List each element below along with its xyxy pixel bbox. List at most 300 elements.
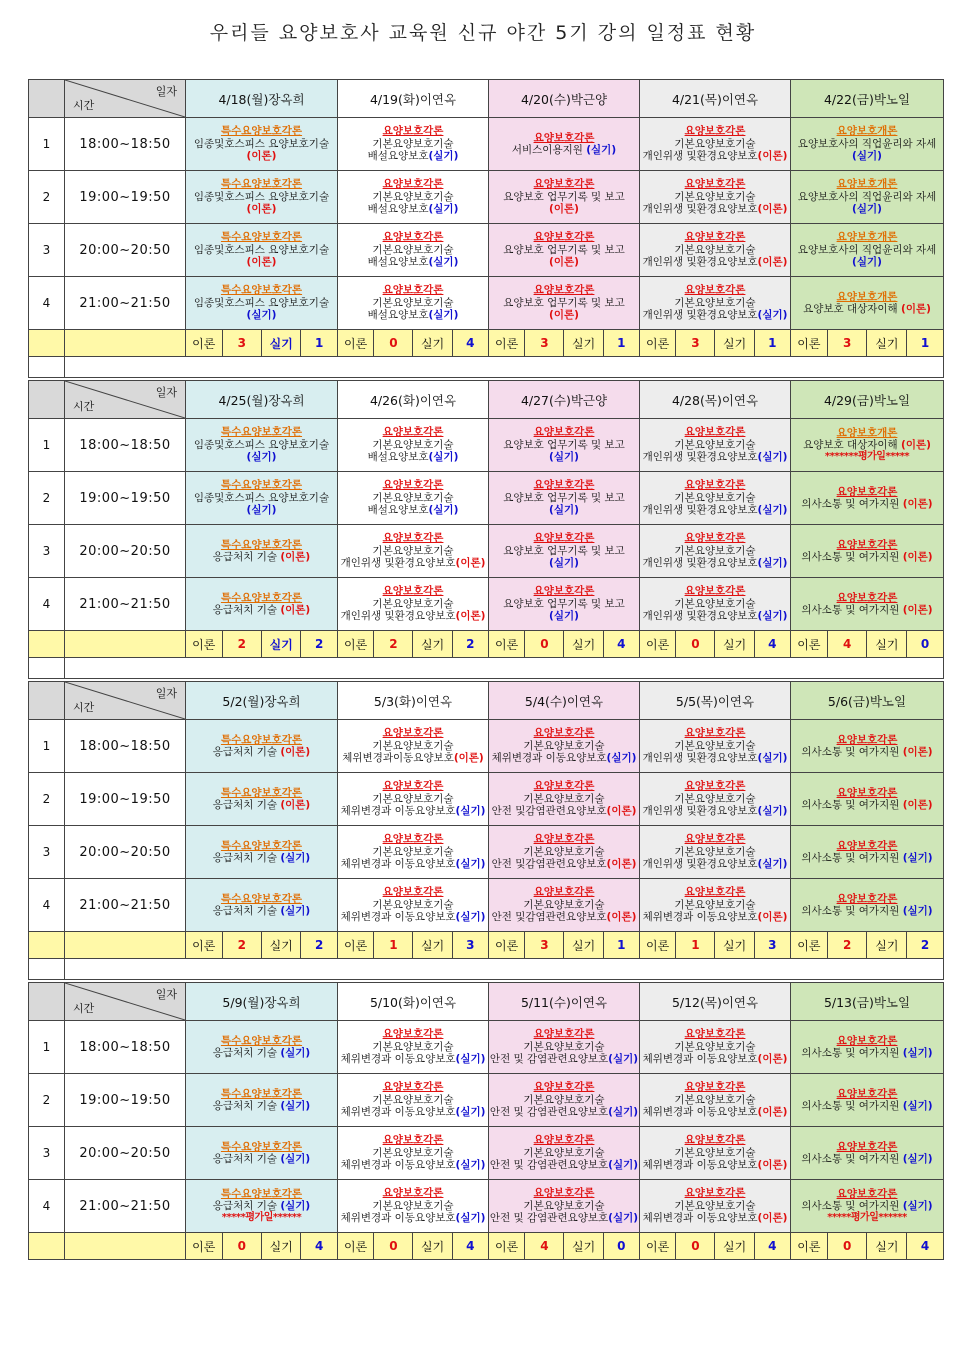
course-subtopic	[338, 1106, 488, 1118]
course-topic-text: 의사소통 및 여가지원	[801, 1153, 900, 1165]
course-topic-text: 임종및호스피스 요양보호기술	[193, 243, 330, 256]
course-subtopic-text: 안전 및감염관련요양보호	[491, 911, 607, 924]
lesson-type: (실기)	[757, 752, 788, 765]
course-subtopic-text: 개인위생 및환경요양보호	[642, 557, 758, 570]
lesson-cell	[640, 118, 791, 171]
lesson-cell	[791, 419, 944, 472]
lesson-cell	[186, 720, 338, 773]
practice-count: 1	[603, 932, 639, 958]
summary-cell	[640, 1233, 791, 1260]
header-corner	[65, 80, 186, 118]
course-subtopic	[640, 557, 790, 569]
period-time: 19:00~19:50	[65, 171, 186, 224]
course-category: 요양보호각론	[684, 780, 746, 793]
summary-split	[338, 330, 488, 356]
course-category: 요양보호각론	[382, 886, 444, 899]
lesson-cell	[186, 171, 338, 224]
lesson-type: (실기)	[428, 451, 459, 464]
lesson-cell	[791, 826, 944, 879]
corner-time-label: 시간	[73, 1002, 95, 1015]
course-subtopic-text: 배설요양보호	[367, 256, 429, 269]
course-subtopic-text: 체위변경과 이동요양보호	[642, 1106, 758, 1119]
practice-label: 실기	[867, 1233, 907, 1259]
course-category: 요양보호각론	[382, 125, 444, 138]
course-subtopic	[489, 1106, 639, 1118]
lesson-cell	[640, 224, 791, 277]
course-topic-text: 의사소통 및 여가지원	[801, 746, 900, 758]
practice-label: 실기	[867, 631, 907, 657]
lesson-type: (실기)	[455, 1053, 486, 1066]
lesson-type: (이론)	[902, 604, 933, 616]
course-topic-text: 요양보호 대상자이해	[803, 439, 898, 452]
course-category: 요양보호각론	[533, 1081, 595, 1094]
lesson-type: (이론)	[757, 1106, 788, 1119]
lesson-cell	[186, 525, 338, 578]
course-category: 요양보호각론	[533, 780, 595, 793]
summary-split	[489, 932, 639, 958]
theory-label: 이론	[640, 631, 676, 657]
course-category: 요양보호각론	[533, 231, 595, 244]
course-category: 요양보호각론	[684, 1187, 746, 1200]
lesson-type: (실기)	[280, 1100, 311, 1112]
course-subtopic	[338, 504, 488, 516]
corner-time-label: 시간	[73, 99, 95, 112]
course-subtopic-text: 개인위생 및환경요양보호	[642, 805, 758, 818]
lesson-row	[29, 1127, 944, 1180]
course-topic-text: 응급처치 기술	[212, 1100, 277, 1112]
lesson-type-line	[489, 451, 639, 463]
course-topic-text: 기본요양보호기술	[372, 845, 454, 858]
theory-count: 2	[222, 932, 261, 958]
lesson-cell	[640, 1074, 791, 1127]
course-category: 요양보호각론	[382, 833, 444, 846]
course-category: 요양보호각론	[533, 532, 595, 545]
lesson-type: (실기)	[455, 805, 486, 818]
summary-cell	[640, 330, 791, 357]
lesson-type: (이론)	[757, 150, 788, 163]
period-number: 3	[29, 224, 65, 277]
course-category: 요양보호각론	[684, 231, 746, 244]
course-subtopic-text: 개인위생 및환경요양보호	[340, 610, 456, 623]
lesson-type: (실기)	[608, 1159, 639, 1172]
course-subtopic-text: 개인위생 및환경요양보호	[642, 858, 758, 871]
course-category: 요양보호각론	[533, 1028, 595, 1041]
lesson-cell	[791, 1180, 944, 1233]
course-category: 요양보호각론	[533, 131, 595, 144]
schedule-table	[28, 79, 943, 1260]
course-category: 특수요양보호각론	[220, 426, 303, 439]
day-header: 5/13(금)박노일	[791, 983, 944, 1021]
corner-day-label: 일자	[155, 386, 177, 399]
lesson-type-line	[489, 504, 639, 516]
course-topic-text: 기본요양보호기술	[674, 438, 756, 451]
course-category: 요양보호각론	[533, 178, 595, 191]
lesson-cell	[186, 1127, 338, 1180]
course-category: 특수요양보호각론	[220, 178, 303, 191]
lesson-row	[29, 224, 944, 277]
lesson-cell	[791, 773, 944, 826]
practice-count: 1	[301, 330, 337, 356]
course-topic	[338, 244, 488, 256]
lesson-type: (실기)	[608, 1053, 639, 1066]
course-category: 요양보호각론	[836, 538, 898, 551]
lesson-cell	[489, 1127, 640, 1180]
practice-count: 2	[301, 932, 337, 958]
summary-blank	[29, 1233, 65, 1260]
course-subtopic-text: 개인위생 및환경요양보호	[340, 557, 456, 570]
lesson-type-line	[489, 610, 639, 622]
course-subtopic	[338, 911, 488, 923]
lesson-cell	[338, 171, 489, 224]
course-topic	[791, 1047, 943, 1059]
lesson-cell	[489, 1021, 640, 1074]
practice-label: 실기	[564, 631, 603, 657]
header-blank	[29, 381, 65, 419]
course-topic-text: 기본요양보호기술	[372, 190, 454, 203]
theory-label: 이론	[338, 330, 374, 356]
lesson-cell	[640, 419, 791, 472]
course-category: 특수요양보호각론	[220, 538, 303, 551]
course-topic-text: 기본요양보호기술	[674, 1199, 756, 1212]
theory-label: 이론	[791, 932, 827, 958]
course-topic-text: 기본요양보호기술	[523, 1146, 605, 1159]
course-topic	[791, 1153, 943, 1165]
lesson-type-line	[186, 203, 337, 215]
course-subtopic-text: 안전 및 감염관련요양보호	[489, 1106, 609, 1119]
lesson-type: (실기)	[455, 858, 486, 871]
theory-count: 3	[827, 330, 867, 356]
course-topic	[640, 439, 790, 451]
lesson-row	[29, 578, 944, 631]
course-topic	[338, 191, 488, 203]
lesson-type: (실기)	[608, 1212, 639, 1225]
course-topic	[186, 439, 337, 451]
course-topic	[489, 598, 639, 610]
course-topic-text: 의사소통 및 여가지원	[801, 1200, 900, 1213]
period-number: 3	[29, 1127, 65, 1180]
corner-day-label: 일자	[155, 85, 177, 98]
day-header: 5/12(목)이연옥	[640, 983, 791, 1021]
course-category: 요양보호각론	[382, 1187, 444, 1200]
lesson-type: (실기)	[757, 610, 788, 623]
course-category: 요양보호각론	[684, 178, 746, 191]
summary-split	[791, 932, 943, 958]
lesson-type: (실기)	[428, 504, 459, 517]
course-topic	[791, 244, 943, 256]
course-topic-text: 기본요양보호기술	[674, 544, 756, 557]
theory-label: 이론	[186, 631, 222, 657]
week-separator	[28, 959, 943, 982]
course-topic	[791, 138, 943, 150]
course-topic	[186, 905, 337, 917]
course-topic-text: 응급처치 기술	[212, 1153, 277, 1165]
course-topic	[640, 492, 790, 504]
lesson-type-line	[791, 150, 943, 162]
lesson-type: (이론)	[280, 551, 311, 563]
course-topic-text: 임종및호스피스 요양보호기술	[193, 190, 330, 203]
lesson-cell	[186, 118, 338, 171]
course-category: 요양보호개론	[836, 426, 898, 439]
summary-split	[186, 1233, 337, 1259]
course-subtopic-text: 체위변경과 이동요양보호	[340, 1106, 456, 1119]
summary-row	[29, 932, 944, 959]
period-time: 20:00~20:50	[65, 826, 186, 879]
lesson-type: (이론)	[757, 911, 788, 924]
course-topic	[338, 740, 488, 752]
lesson-cell	[489, 1180, 640, 1233]
lesson-cell	[186, 1021, 338, 1074]
lesson-type: (실기)	[246, 504, 277, 517]
summary-split	[791, 631, 943, 657]
lesson-cell	[791, 224, 944, 277]
course-topic	[791, 498, 943, 510]
lesson-type: (이론)	[757, 1159, 788, 1172]
course-topic	[186, 799, 337, 811]
theory-count: 1	[676, 932, 715, 958]
course-category: 요양보호개론	[836, 290, 898, 303]
course-topic-text: 기본요양보호기술	[674, 243, 756, 256]
summary-cell	[791, 1233, 944, 1260]
course-topic	[186, 1047, 337, 1059]
lesson-type-line	[489, 309, 639, 321]
course-category: 요양보호각론	[533, 886, 595, 899]
practice-count: 4	[452, 330, 488, 356]
practice-label: 실기	[261, 631, 300, 657]
summary-cell	[338, 330, 489, 357]
day-header: 4/27(수)박근양	[489, 381, 640, 419]
lesson-type: (이론)	[902, 551, 933, 563]
evaluation-day-note: *****평가일******	[827, 1212, 907, 1224]
lesson-cell	[640, 826, 791, 879]
lesson-cell	[338, 419, 489, 472]
practice-count: 4	[754, 631, 790, 657]
course-topic-text: 응급처치 기술	[212, 551, 277, 563]
course-category: 요양보호개론	[836, 178, 898, 191]
course-topic-text: 의사소통 및 여가지원	[801, 1100, 900, 1112]
lesson-cell	[186, 224, 338, 277]
course-subtopic	[640, 858, 790, 870]
theory-count: 0	[676, 1233, 715, 1259]
summary-cell	[640, 631, 791, 658]
course-topic-text: 의사소통 및 여가지원	[801, 1047, 900, 1059]
lesson-type: (실기)	[757, 451, 788, 464]
course-topic-text: 기본요양보호기술	[372, 243, 454, 256]
course-topic	[186, 297, 337, 309]
practice-count: 2	[301, 631, 337, 657]
course-topic-text: 임종및호스피스 요양보호기술	[193, 438, 330, 451]
course-topic-text: 기본요양보호기술	[674, 739, 756, 752]
lesson-cell	[186, 879, 338, 932]
course-subtopic-text: 체위변경과 이동요양보호	[340, 911, 456, 924]
course-topic-text: 기본요양보호기술	[372, 1040, 454, 1053]
lesson-cell	[338, 773, 489, 826]
lesson-type: (실기)	[852, 150, 882, 163]
lesson-type: (실기)	[757, 557, 788, 570]
practice-count: 0	[603, 1233, 639, 1259]
course-topic-text: 기본요양보호기술	[372, 898, 454, 911]
summary-row	[29, 330, 944, 357]
lesson-type: (이론)	[606, 805, 637, 818]
course-subtopic	[640, 309, 790, 321]
lesson-type: (이론)	[549, 203, 579, 216]
period-number: 4	[29, 879, 65, 932]
lesson-row	[29, 277, 944, 330]
course-subtopic-text: 개인위생 및환경요양보호	[642, 150, 758, 163]
practice-label: 실기	[715, 330, 754, 356]
course-topic	[489, 1147, 639, 1159]
course-topic	[791, 905, 943, 917]
summary-split	[338, 932, 488, 958]
course-topic-text: 요양보호 업무기록 및 보고	[503, 544, 625, 557]
lesson-type: (이론)	[455, 557, 486, 570]
lesson-row	[29, 419, 944, 472]
summary-split	[640, 932, 790, 958]
course-subtopic-text: 체위변경과 이동요양보호	[340, 1053, 456, 1066]
lesson-type: (실기)	[902, 852, 933, 864]
course-subtopic-text: 체위변경과 이동요양보호	[340, 805, 456, 818]
lesson-cell	[791, 1074, 944, 1127]
course-topic	[338, 793, 488, 805]
period-time: 20:00~20:50	[65, 224, 186, 277]
lesson-type: (실기)	[549, 557, 579, 570]
period-time: 21:00~21:50	[65, 578, 186, 631]
course-topic	[338, 439, 488, 451]
lesson-cell	[338, 720, 489, 773]
course-topic-text: 요양보호 업무기록 및 보고	[503, 438, 625, 451]
lesson-type-line	[791, 203, 943, 215]
lesson-row	[29, 525, 944, 578]
course-category: 요양보호각론	[382, 727, 444, 740]
course-subtopic-text: 체위변경과 이동요양보호	[491, 752, 607, 765]
course-subtopic	[338, 557, 488, 569]
lesson-cell	[338, 277, 489, 330]
course-topic	[489, 793, 639, 805]
lesson-cell	[489, 720, 640, 773]
course-subtopic	[489, 1212, 639, 1224]
theory-count: 0	[374, 1233, 413, 1259]
theory-label: 이론	[791, 330, 827, 356]
course-subtopic	[640, 256, 790, 268]
practice-label: 실기	[564, 1233, 603, 1259]
summary-split	[791, 1233, 943, 1259]
course-topic-text: 기본요양보호기술	[372, 137, 454, 150]
corner-time-label: 시간	[73, 400, 95, 413]
lesson-type-line	[186, 504, 337, 516]
course-topic	[186, 191, 337, 203]
lesson-cell	[640, 1021, 791, 1074]
course-category: 요양보호각론	[684, 426, 746, 439]
course-subtopic-text: 안전 및 감염관련요양보호	[489, 1053, 609, 1066]
lesson-row	[29, 720, 944, 773]
course-subtopic	[338, 1159, 488, 1171]
course-topic-text: 요양보호 업무기록 및 보고	[503, 597, 625, 610]
corner-day-label: 일자	[155, 687, 177, 700]
week-header-row	[29, 80, 944, 118]
lesson-type: (실기)	[455, 1212, 486, 1225]
lesson-cell	[640, 1180, 791, 1233]
course-subtopic-text: 체위변경과이동요양보호	[342, 752, 454, 765]
course-topic	[338, 598, 488, 610]
course-topic	[791, 191, 943, 203]
lesson-cell	[640, 472, 791, 525]
course-topic	[338, 492, 488, 504]
lesson-type: (실기)	[246, 451, 277, 464]
period-time: 21:00~21:50	[65, 879, 186, 932]
day-header: 4/29(금)박노일	[791, 381, 944, 419]
course-topic	[640, 138, 790, 150]
lesson-cell	[338, 472, 489, 525]
course-topic	[338, 1147, 488, 1159]
course-category: 요양보호각론	[533, 833, 595, 846]
course-topic-text: 기본요양보호기술	[372, 739, 454, 752]
period-time: 21:00~21:50	[65, 1180, 186, 1233]
course-topic-text: 기본요양보호기술	[523, 739, 605, 752]
course-topic	[338, 138, 488, 150]
course-subtopic-text: 배설요양보호	[367, 203, 429, 216]
period-time: 18:00~18:50	[65, 720, 186, 773]
lesson-type-line	[489, 203, 639, 215]
lesson-type: (실기)	[902, 1153, 933, 1165]
period-number: 3	[29, 826, 65, 879]
header-blank	[29, 80, 65, 118]
lesson-type: (이론)	[901, 439, 931, 452]
theory-label: 이론	[640, 932, 676, 958]
course-subtopic-text: 안전 및 감염관련요양보호	[489, 1212, 609, 1225]
course-topic-text: 기본요양보호기술	[674, 792, 756, 805]
lesson-cell	[489, 826, 640, 879]
course-topic-text: 기본요양보호기술	[674, 597, 756, 610]
practice-count: 4	[452, 1233, 488, 1259]
summary-split	[186, 631, 337, 657]
period-number: 1	[29, 1021, 65, 1074]
course-topic	[186, 492, 337, 504]
course-topic	[640, 297, 790, 309]
course-topic-text: 응급처치 기술	[212, 604, 277, 616]
period-number: 3	[29, 525, 65, 578]
practice-label: 실기	[413, 631, 452, 657]
summary-cell	[338, 932, 489, 959]
course-topic-text: 기본요양보호기술	[372, 491, 454, 504]
course-subtopic-text: 개인위생 및환경요양보호	[642, 203, 758, 216]
lesson-type: (실기)	[428, 256, 459, 269]
course-topic-text: 기본요양보호기술	[523, 1093, 605, 1106]
lesson-cell	[489, 472, 640, 525]
practice-label: 실기	[261, 932, 300, 958]
lesson-cell	[640, 277, 791, 330]
course-topic	[489, 492, 639, 504]
course-category: 요양보호각론	[836, 733, 898, 746]
lesson-type-line	[489, 557, 639, 569]
course-subtopic-text: 배설요양보호	[367, 150, 429, 163]
course-topic	[640, 1094, 790, 1106]
course-topic-text: 기본요양보호기술	[674, 137, 756, 150]
summary-split	[186, 932, 337, 958]
course-subtopic	[338, 1212, 488, 1224]
course-category: 요양보호각론	[533, 585, 595, 598]
course-topic-text: 응급처치 기술	[212, 799, 277, 811]
summary-cell	[186, 932, 338, 959]
lesson-cell	[791, 277, 944, 330]
course-subtopic-text: 개인위생 및환경요양보호	[642, 610, 758, 623]
course-subtopic	[489, 1053, 639, 1065]
summary-blank	[65, 330, 186, 357]
course-category: 요양보호각론	[533, 479, 595, 492]
theory-count: 3	[222, 330, 261, 356]
lesson-cell	[640, 879, 791, 932]
course-category: 요양보호각론	[836, 1034, 898, 1047]
course-category: 요양보호각론	[836, 839, 898, 852]
day-header: 5/6(금)박노일	[791, 682, 944, 720]
